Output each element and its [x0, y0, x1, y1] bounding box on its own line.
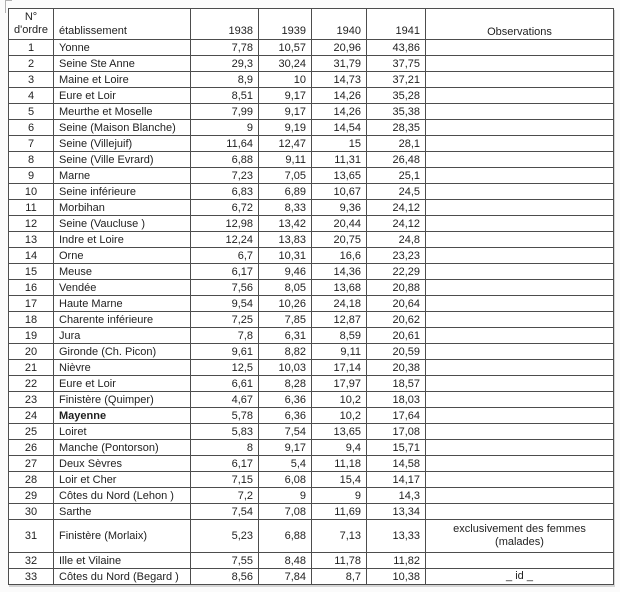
observations-cell — [426, 56, 614, 72]
order-number-cell: 26 — [9, 440, 54, 456]
header-row — [9, 9, 614, 40]
value-1941-cell: 15,71 — [367, 440, 426, 456]
value-1941-cell: 24,5 — [367, 184, 426, 200]
establishment-cell: Jura — [54, 328, 191, 344]
establishment-cell: Meuse — [54, 264, 191, 280]
value-1940-cell: 11,18 — [312, 456, 367, 472]
header-year-1938: 1938 — [191, 9, 259, 40]
value-1940-cell: 20,96 — [312, 40, 367, 56]
observations-cell — [426, 488, 614, 504]
value-1940-cell: 11,78 — [312, 553, 367, 569]
observations-cell — [426, 40, 614, 56]
value-1939-cell: 9 — [259, 488, 312, 504]
order-number-cell: 20 — [9, 344, 54, 360]
establishment-cell: Charente inférieure — [54, 312, 191, 328]
order-number-cell: 4 — [9, 88, 54, 104]
table-row — [9, 392, 614, 408]
value-1940-cell: 17,97 — [312, 376, 367, 392]
establishment-cell: Morbihan — [54, 200, 191, 216]
value-1939-cell: 6,36 — [259, 408, 312, 424]
table-row — [9, 440, 614, 456]
order-number-cell: 10 — [9, 184, 54, 200]
observations-cell — [426, 280, 614, 296]
table-row — [9, 120, 614, 136]
table-row — [9, 424, 614, 440]
table-row — [9, 232, 614, 248]
order-number-cell: 9 — [9, 168, 54, 184]
observations-cell — [426, 168, 614, 184]
value-1939-cell: 10,03 — [259, 360, 312, 376]
order-number-cell: 28 — [9, 472, 54, 488]
value-1938-cell: 8,51 — [191, 88, 259, 104]
establishment-cell: Loir et Cher — [54, 472, 191, 488]
value-1938-cell: 6,17 — [191, 456, 259, 472]
table-row — [9, 40, 614, 56]
value-1940-cell: 11,31 — [312, 152, 367, 168]
observations-cell — [426, 312, 614, 328]
value-1941-cell: 37,21 — [367, 72, 426, 88]
value-1939-cell: 9,17 — [259, 440, 312, 456]
establishment-cell: Deux Sèvres — [54, 456, 191, 472]
table-row — [9, 216, 614, 232]
table-row — [9, 248, 614, 264]
order-number-cell: 16 — [9, 280, 54, 296]
value-1938-cell: 9,54 — [191, 296, 259, 312]
table-row — [9, 472, 614, 488]
header-order-line1: N° — [24, 11, 38, 23]
value-1941-cell: 22,29 — [367, 264, 426, 280]
value-1938-cell: 7,55 — [191, 553, 259, 569]
order-number-cell: 18 — [9, 312, 54, 328]
value-1940-cell: 10,67 — [312, 184, 367, 200]
value-1941-cell: 23,23 — [367, 248, 426, 264]
value-1939-cell: 9,46 — [259, 264, 312, 280]
observations-cell — [426, 553, 614, 569]
observations-cell — [426, 232, 614, 248]
value-1940-cell: 14,26 — [312, 88, 367, 104]
value-1938-cell: 7,54 — [191, 504, 259, 520]
observations-cell — [426, 264, 614, 280]
value-1938-cell: 5,83 — [191, 424, 259, 440]
order-number-cell: 19 — [9, 328, 54, 344]
table-row — [9, 376, 614, 392]
establishment-cell: Meurthe et Moselle — [54, 104, 191, 120]
value-1938-cell: 7,56 — [191, 280, 259, 296]
observations-cell — [426, 296, 614, 312]
observations-cell — [426, 376, 614, 392]
order-number-cell: 33 — [9, 569, 54, 585]
observations-cell — [426, 328, 614, 344]
order-number-cell: 29 — [9, 488, 54, 504]
value-1939-cell: 13,83 — [259, 232, 312, 248]
value-1940-cell: 13,68 — [312, 280, 367, 296]
table-row — [9, 520, 614, 553]
value-1938-cell: 5,78 — [191, 408, 259, 424]
value-1941-cell: 18,57 — [367, 376, 426, 392]
value-1941-cell: 20,88 — [367, 280, 426, 296]
table-row — [9, 264, 614, 280]
value-1940-cell: 7,13 — [312, 520, 367, 553]
observations-cell — [426, 456, 614, 472]
value-1941-cell: 26,48 — [367, 152, 426, 168]
value-1941-cell: 24,12 — [367, 216, 426, 232]
observations-cell — [426, 184, 614, 200]
value-1938-cell: 7,78 — [191, 40, 259, 56]
establishment-cell: Seine (Vaucluse ) — [54, 216, 191, 232]
value-1939-cell: 9,17 — [259, 88, 312, 104]
establishment-cell: Sarthe — [54, 504, 191, 520]
value-1938-cell: 29,3 — [191, 56, 259, 72]
value-1939-cell: 7,08 — [259, 504, 312, 520]
value-1941-cell: 35,38 — [367, 104, 426, 120]
value-1939-cell: 6,36 — [259, 392, 312, 408]
value-1940-cell: 9,4 — [312, 440, 367, 456]
value-1939-cell: 6,88 — [259, 520, 312, 553]
observations-cell — [426, 344, 614, 360]
table-row — [9, 344, 614, 360]
value-1938-cell: 12,24 — [191, 232, 259, 248]
establishment-cell: Seine Ste Anne — [54, 56, 191, 72]
value-1938-cell: 7,23 — [191, 168, 259, 184]
observations-cell — [426, 408, 614, 424]
table-row — [9, 56, 614, 72]
order-number-cell: 24 — [9, 408, 54, 424]
order-number-cell: 17 — [9, 296, 54, 312]
value-1938-cell: 8,9 — [191, 72, 259, 88]
order-number-cell: 15 — [9, 264, 54, 280]
value-1940-cell: 14,73 — [312, 72, 367, 88]
table-row — [9, 312, 614, 328]
value-1940-cell: 8,59 — [312, 328, 367, 344]
value-1939-cell: 6,89 — [259, 184, 312, 200]
value-1941-cell: 13,34 — [367, 504, 426, 520]
value-1940-cell: 15,4 — [312, 472, 367, 488]
observations-cell — [426, 152, 614, 168]
value-1938-cell: 6,17 — [191, 264, 259, 280]
table-row — [9, 553, 614, 569]
order-number-cell: 14 — [9, 248, 54, 264]
order-number-cell: 21 — [9, 360, 54, 376]
observations-cell — [426, 136, 614, 152]
order-number-cell: 3 — [9, 72, 54, 88]
value-1938-cell: 8,56 — [191, 569, 259, 585]
establishment-cell: Orne — [54, 248, 191, 264]
value-1938-cell: 6,7 — [191, 248, 259, 264]
establishment-cell: Vendée — [54, 280, 191, 296]
value-1940-cell: 17,14 — [312, 360, 367, 376]
observations-cell: exclusivement des femmes (malades) — [426, 520, 614, 553]
statistics-table — [8, 8, 614, 585]
value-1939-cell: 8,05 — [259, 280, 312, 296]
order-number-cell: 12 — [9, 216, 54, 232]
order-number-cell: 8 — [9, 152, 54, 168]
observations-cell — [426, 104, 614, 120]
value-1941-cell: 20,62 — [367, 312, 426, 328]
establishment-cell: Yonne — [54, 40, 191, 56]
value-1938-cell: 12,5 — [191, 360, 259, 376]
value-1939-cell: 6,31 — [259, 328, 312, 344]
establishment-cell: Seine (Villejuif) — [54, 136, 191, 152]
corner-grid-artifact-vertical — [5, 0, 6, 13]
value-1941-cell: 17,08 — [367, 424, 426, 440]
observations-cell — [426, 216, 614, 232]
order-number-cell: 25 — [9, 424, 54, 440]
value-1938-cell: 8 — [191, 440, 259, 456]
value-1940-cell: 11,69 — [312, 504, 367, 520]
value-1940-cell: 9,36 — [312, 200, 367, 216]
value-1938-cell: 6,88 — [191, 152, 259, 168]
header-establishment: établissement — [54, 9, 191, 40]
table-row — [9, 72, 614, 88]
value-1940-cell: 14,54 — [312, 120, 367, 136]
table-row — [9, 168, 614, 184]
value-1940-cell: 12,87 — [312, 312, 367, 328]
order-number-cell: 13 — [9, 232, 54, 248]
value-1941-cell: 10,38 — [367, 569, 426, 585]
value-1938-cell: 7,8 — [191, 328, 259, 344]
establishment-cell: Finistère (Quimper) — [54, 392, 191, 408]
table-body — [9, 40, 614, 585]
value-1941-cell: 37,75 — [367, 56, 426, 72]
value-1939-cell: 8,33 — [259, 200, 312, 216]
table-row — [9, 296, 614, 312]
value-1940-cell: 9 — [312, 488, 367, 504]
table-row — [9, 504, 614, 520]
header-year-1941: 1941 — [367, 9, 426, 40]
value-1940-cell: 20,75 — [312, 232, 367, 248]
establishment-cell: Côtes du Nord (Lehon ) — [54, 488, 191, 504]
value-1940-cell: 10,2 — [312, 408, 367, 424]
value-1939-cell: 12,47 — [259, 136, 312, 152]
value-1941-cell: 20,61 — [367, 328, 426, 344]
establishment-cell: Haute Marne — [54, 296, 191, 312]
table-row — [9, 184, 614, 200]
value-1939-cell: 9,11 — [259, 152, 312, 168]
order-number-cell: 6 — [9, 120, 54, 136]
header-year-1940: 1940 — [312, 9, 367, 40]
order-number-cell: 27 — [9, 456, 54, 472]
table-row — [9, 328, 614, 344]
order-number-cell: 11 — [9, 200, 54, 216]
establishment-cell: Indre et Loire — [54, 232, 191, 248]
value-1938-cell: 6,72 — [191, 200, 259, 216]
value-1940-cell: 13,65 — [312, 424, 367, 440]
value-1939-cell: 10 — [259, 72, 312, 88]
table-row — [9, 280, 614, 296]
order-number-cell: 1 — [9, 40, 54, 56]
order-number-cell: 31 — [9, 520, 54, 553]
value-1939-cell: 10,57 — [259, 40, 312, 56]
value-1938-cell: 9 — [191, 120, 259, 136]
value-1939-cell: 10,26 — [259, 296, 312, 312]
observations-cell — [426, 72, 614, 88]
table-row — [9, 136, 614, 152]
value-1939-cell: 30,24 — [259, 56, 312, 72]
establishment-cell: Seine (Maison Blanche) — [54, 120, 191, 136]
value-1940-cell: 14,36 — [312, 264, 367, 280]
observations-cell — [426, 392, 614, 408]
value-1941-cell: 24,8 — [367, 232, 426, 248]
value-1939-cell: 8,28 — [259, 376, 312, 392]
value-1940-cell: 13,65 — [312, 168, 367, 184]
value-1941-cell: 13,33 — [367, 520, 426, 553]
value-1939-cell: 8,48 — [259, 553, 312, 569]
table-row — [9, 200, 614, 216]
value-1938-cell: 4,67 — [191, 392, 259, 408]
header-order-number — [9, 9, 54, 40]
value-1938-cell: 7,25 — [191, 312, 259, 328]
value-1941-cell: 20,38 — [367, 360, 426, 376]
value-1939-cell: 8,82 — [259, 344, 312, 360]
value-1941-cell: 28,1 — [367, 136, 426, 152]
table-row — [9, 569, 614, 585]
establishment-cell: Gironde (Ch. Picon) — [54, 344, 191, 360]
table-header — [9, 9, 614, 40]
value-1940-cell: 15 — [312, 136, 367, 152]
establishment-cell: Mayenne — [54, 408, 191, 424]
establishment-cell: Finistère (Morlaix) — [54, 520, 191, 553]
observations-cell — [426, 472, 614, 488]
value-1938-cell: 11,64 — [191, 136, 259, 152]
header-observations: Observations — [426, 9, 614, 40]
observations-cell — [426, 504, 614, 520]
value-1941-cell: 11,82 — [367, 553, 426, 569]
establishment-cell: Maine et Loire — [54, 72, 191, 88]
observations-cell: _ id _ — [426, 569, 614, 585]
value-1939-cell: 7,84 — [259, 569, 312, 585]
establishment-cell: Eure et Loir — [54, 376, 191, 392]
order-number-cell: 23 — [9, 392, 54, 408]
establishment-cell: Eure et Loir — [54, 88, 191, 104]
value-1938-cell: 7,2 — [191, 488, 259, 504]
value-1939-cell: 7,85 — [259, 312, 312, 328]
order-number-cell: 22 — [9, 376, 54, 392]
value-1939-cell: 13,42 — [259, 216, 312, 232]
value-1941-cell: 20,64 — [367, 296, 426, 312]
value-1938-cell: 6,83 — [191, 184, 259, 200]
value-1939-cell: 9,17 — [259, 104, 312, 120]
value-1941-cell: 18,03 — [367, 392, 426, 408]
order-number-cell: 7 — [9, 136, 54, 152]
establishment-cell: Seine (Ville Evrard) — [54, 152, 191, 168]
value-1940-cell: 20,44 — [312, 216, 367, 232]
value-1938-cell: 9,61 — [191, 344, 259, 360]
value-1940-cell: 16,6 — [312, 248, 367, 264]
establishment-cell: Loiret — [54, 424, 191, 440]
value-1941-cell: 14,3 — [367, 488, 426, 504]
establishment-cell: Ille et Vilaine — [54, 553, 191, 569]
observations-cell — [426, 360, 614, 376]
value-1938-cell: 12,98 — [191, 216, 259, 232]
value-1939-cell: 7,54 — [259, 424, 312, 440]
order-number-cell: 30 — [9, 504, 54, 520]
table-row — [9, 88, 614, 104]
value-1940-cell: 10,2 — [312, 392, 367, 408]
table-row — [9, 104, 614, 120]
value-1940-cell: 9,11 — [312, 344, 367, 360]
observations-cell — [426, 424, 614, 440]
table-row — [9, 360, 614, 376]
value-1940-cell: 31,79 — [312, 56, 367, 72]
value-1938-cell: 6,61 — [191, 376, 259, 392]
value-1941-cell: 25,1 — [367, 168, 426, 184]
value-1941-cell: 14,58 — [367, 456, 426, 472]
establishment-cell: Seine inférieure — [54, 184, 191, 200]
establishment-cell: Manche (Pontorson) — [54, 440, 191, 456]
value-1941-cell: 28,35 — [367, 120, 426, 136]
corner-grid-artifact-horizontal — [5, 0, 12, 1]
value-1941-cell: 14,17 — [367, 472, 426, 488]
value-1941-cell: 35,28 — [367, 88, 426, 104]
value-1940-cell: 8,7 — [312, 569, 367, 585]
value-1941-cell: 20,59 — [367, 344, 426, 360]
establishment-cell: Nièvre — [54, 360, 191, 376]
value-1941-cell: 24,12 — [367, 200, 426, 216]
value-1938-cell: 7,99 — [191, 104, 259, 120]
establishment-cell: Côtes du Nord (Begard ) — [54, 569, 191, 585]
observations-cell — [426, 120, 614, 136]
table-row — [9, 152, 614, 168]
observations-cell — [426, 200, 614, 216]
value-1939-cell: 6,08 — [259, 472, 312, 488]
value-1941-cell: 17,64 — [367, 408, 426, 424]
header-order-line2: d'ordre — [14, 24, 48, 36]
value-1939-cell: 10,31 — [259, 248, 312, 264]
value-1940-cell: 14,26 — [312, 104, 367, 120]
table-row — [9, 456, 614, 472]
table-row — [9, 488, 614, 504]
table-row — [9, 408, 614, 424]
order-number-cell: 5 — [9, 104, 54, 120]
order-number-cell: 32 — [9, 553, 54, 569]
establishment-cell: Marne — [54, 168, 191, 184]
value-1941-cell: 43,86 — [367, 40, 426, 56]
value-1940-cell: 24,18 — [312, 296, 367, 312]
observations-cell — [426, 88, 614, 104]
value-1938-cell: 7,15 — [191, 472, 259, 488]
value-1939-cell: 7,05 — [259, 168, 312, 184]
value-1938-cell: 5,23 — [191, 520, 259, 553]
value-1939-cell: 5,4 — [259, 456, 312, 472]
header-year-1939: 1939 — [259, 9, 312, 40]
observations-cell — [426, 440, 614, 456]
order-number-cell: 2 — [9, 56, 54, 72]
value-1939-cell: 9,19 — [259, 120, 312, 136]
observations-cell — [426, 248, 614, 264]
